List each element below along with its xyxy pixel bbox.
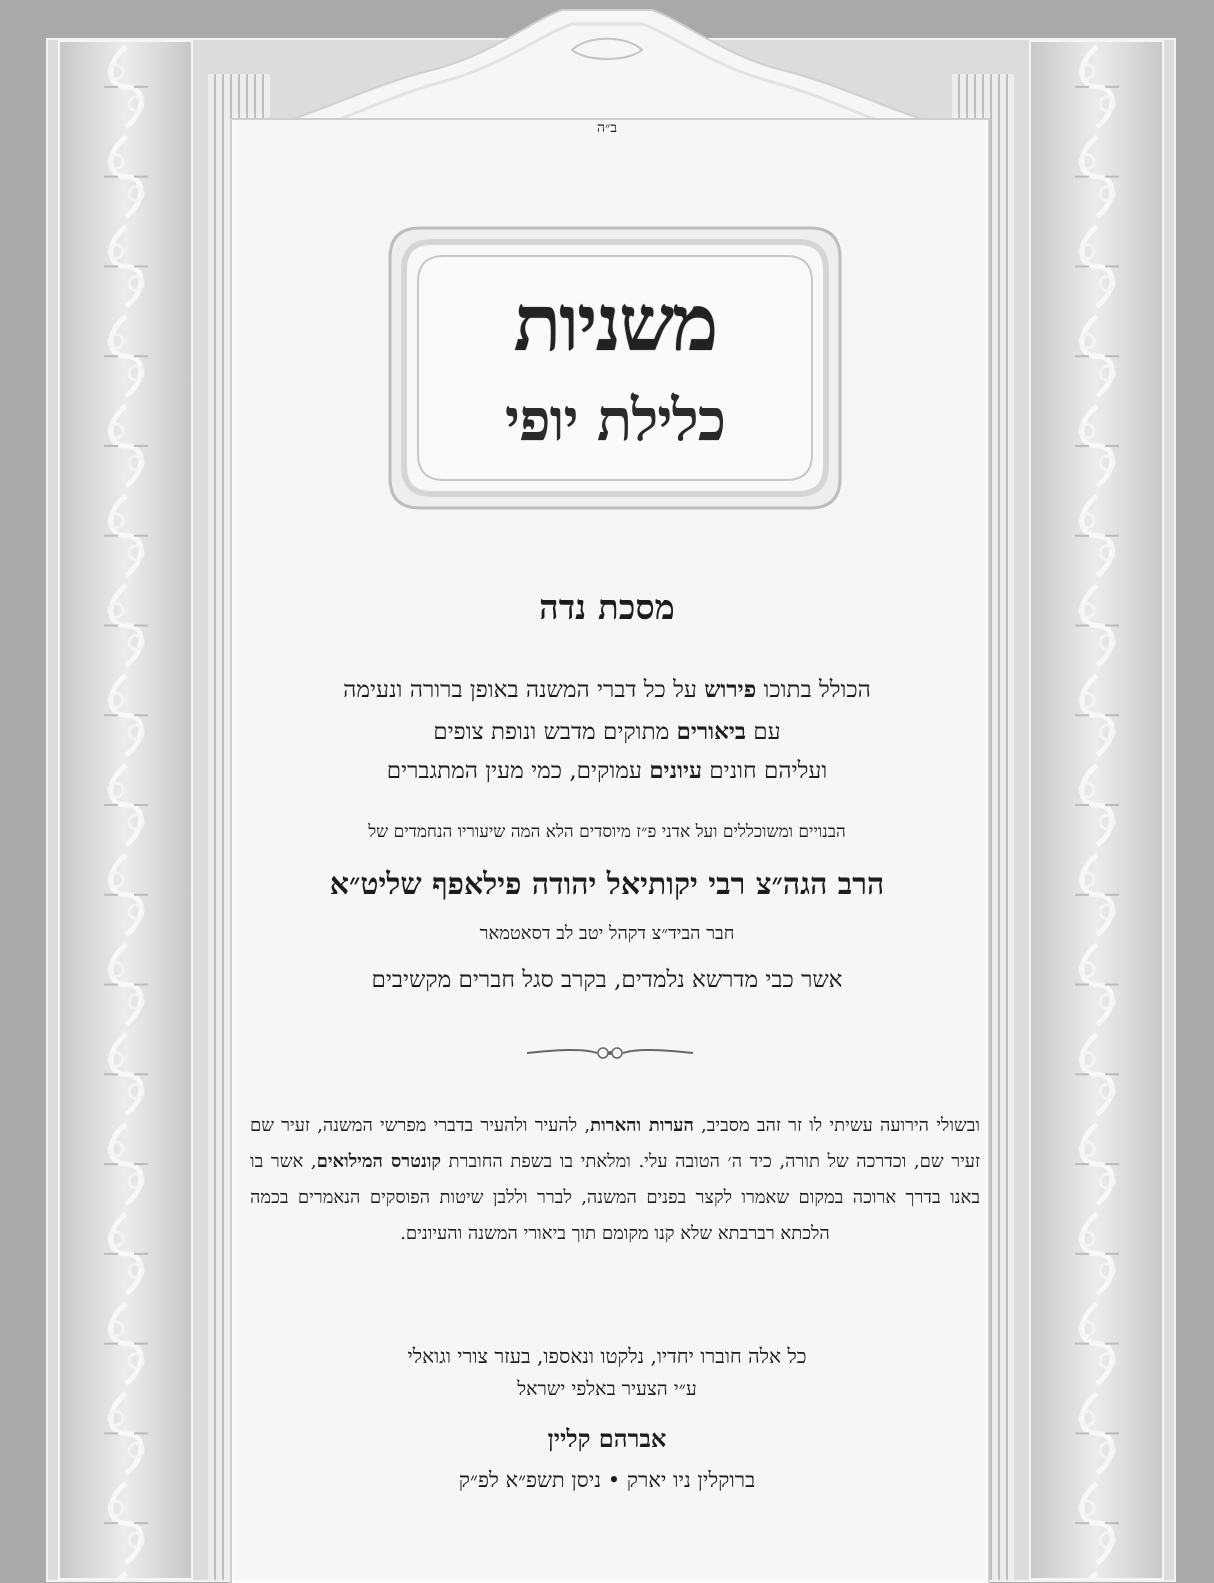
- description-line-3: ועליהם חונים עיונים עמוקים, כמי מעין המתגברים: [386, 757, 828, 784]
- book-subtitle: כלילת יופי: [504, 386, 726, 454]
- description-line-1: הכולל בתוכו פירוש על כל דברי המשנה באופן ברורה ונעימה: [343, 676, 871, 703]
- author-name: אברהם קליין: [547, 1424, 667, 1453]
- flourish-divider: [527, 1040, 693, 1066]
- intro-paragraph: ובשולי הירועה עשיתי לו זר זהב מסביב, הערות והארות, להעיר ולהעיר בדברי מפרשי המשנה, זעיר שם זעיר שם, וכדרכה של תורה, כיד ה׳ הטובה עלי. ומלאתי בו בשפת החוברת קונטרס המילואים, אשר בו באנו בדרך ארוכה במקום שאמרו לקצר בפנים המשנה, לברר וללבן שיטות הפוסקים הנאמרים בכמה הלכתא רברבתא שלא קנו מקומם תוך ביאורי המשנה והעיונים.: [250, 1115, 980, 1244]
- bh-abbreviation: ב״ה: [596, 120, 618, 136]
- description-line-2: עם ביאורים מתוקים מדבש ונופת צופים: [433, 718, 781, 745]
- publication-place-date: ברוקלין ניו יארק • ניסן תשפ״א לפ״ק: [458, 1468, 756, 1492]
- study-line: אשר כבי מדרשא נלמדים, בקרב סגל חברים מקשיבים: [371, 967, 843, 993]
- title-frame: [380, 218, 850, 518]
- book-title: משניות: [513, 278, 717, 369]
- source-line: הבנויים ומשוכללים ועל אדני פ״ז מיוסדים הלא המה שיעוריו הנחמדים של: [368, 822, 846, 842]
- closing-line-1: כל אלה חוברו יחדיו, נלקטו ונאספו, בעזר צורי וגואלי: [407, 1344, 807, 1368]
- rav-name: הרב הגה״צ רבי יקותיאל יהודה פילאפף שליט״א: [329, 867, 885, 902]
- tractate-name: מסכת נדה: [539, 588, 675, 628]
- rav-title: חבר הביד״צ דקהל יטב לב דסאטמאר: [479, 923, 735, 944]
- closing-line-2: ע״י הצעיר באלפי ישראל: [517, 1378, 697, 1400]
